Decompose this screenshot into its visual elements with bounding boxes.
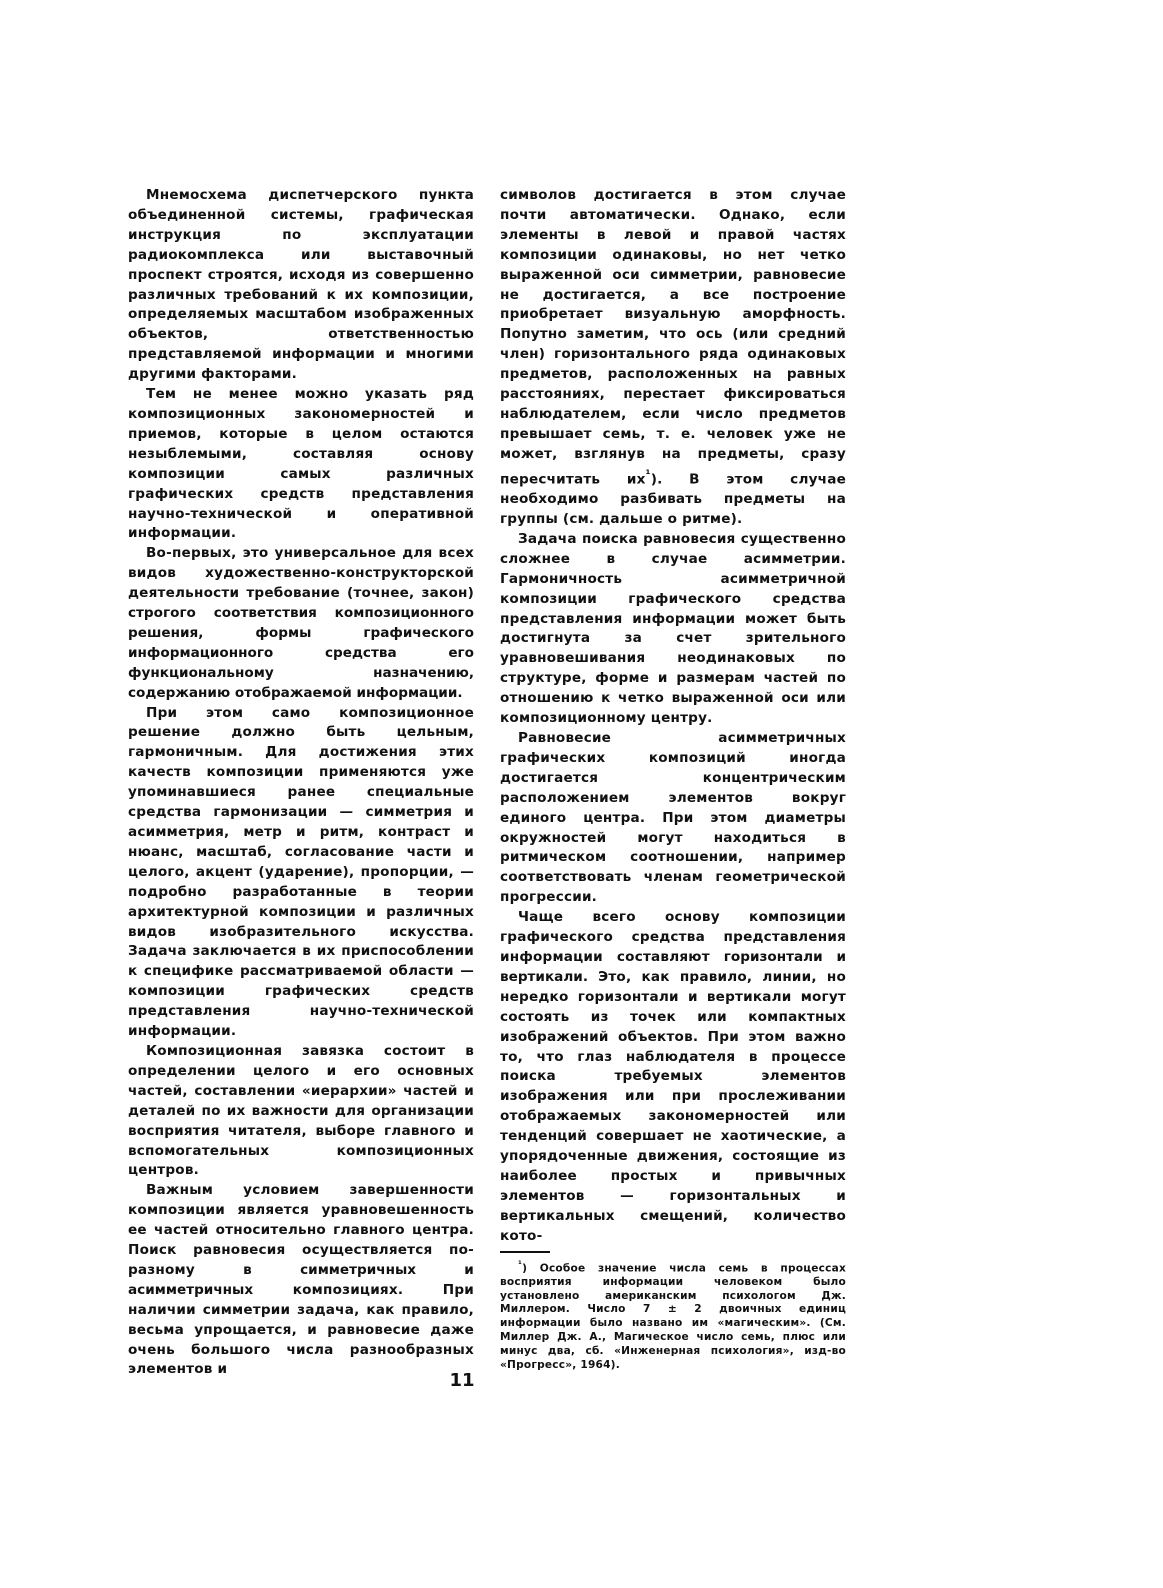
footnote-marker: ¹ bbox=[518, 1259, 523, 1270]
paragraph-text: композициях. При наличии симметрии задача, как правило, весьма упрощается, и равновесие даже очень большого числа разнообразных элементов и bbox=[128, 1281, 474, 1378]
paragraph-text: Во-первых, это универсальное для всех видов художественно-конструкторской деятельности требование (точнее, закон) bbox=[128, 545, 474, 602]
paragraph-text: Чаще всего основу композиции графического средства представления информации составляют bbox=[500, 909, 846, 965]
paragraph: Мнемосхема диспетчерского пункта объединенной системы, графическая инструкция по эксплуатации радиокомплекса или выставочный проспект строятся, исходя из совершенно различных требований к их композиции, определяемых масштабом изображенных объектов, ответственностью представляемой информации и многими другими факторами. bbox=[128, 187, 474, 383]
paragraph bbox=[500, 908, 846, 1246]
paragraph-text: ). В этом случае необходимо разбивать предметы на группы (см. дальше о ритме). bbox=[500, 471, 846, 528]
footnote-reference: ¹ bbox=[645, 466, 651, 481]
paragraph: Тем не менее можно указать ряд композиционных закономерностей и приемов, которые в целом остаются незыблемыми, составляя основу композиции самых различных графических средств представления научно-технической и оперативной информации. bbox=[128, 386, 474, 542]
left-column bbox=[128, 186, 474, 1380]
page-number: 11 bbox=[449, 1370, 475, 1391]
emphasized-text: строгого соответствия композиционного решения, формы графического информационного средства его функциональному назначению, содержанию отображаемой информации. bbox=[128, 605, 474, 701]
paragraph: Задача поиска равновесия существенно сложнее в случае асимметрии. Гармоничность асимметричной композиции графического средства представления информации может быть достигнута за счет зрительного уравновешивания неодинаковых по структуре, форме и размерам частей по отношению к четко выраженной оси или композиционному центру. bbox=[500, 530, 846, 727]
emphasized-text: асимметричных bbox=[128, 1281, 254, 1298]
paragraph bbox=[128, 1181, 474, 1380]
paragraph bbox=[128, 544, 474, 703]
paragraph: Композиционная завязка состоит в определении целого и его основных частей, составлении «иерархии» частей и деталей по их важности для организации восприятия читателя, выборе главного и вспомогательных композиционных центров. bbox=[128, 1042, 474, 1179]
emphasized-text: горизонтали и вертикали. bbox=[500, 948, 846, 985]
paragraph bbox=[500, 186, 846, 530]
paragraph-text: и bbox=[416, 1261, 474, 1278]
paragraph: Равновесие асимметричных графических композиций иногда достигается концентрическим расположением элементов вокруг единого центра. При этом диаметры окружностей могут находиться в ритмическом соотношении, например соответствовать членам геометрической прогрессии. bbox=[500, 730, 846, 906]
paragraph-text: Это, как правило, линии, но нередко горизонтали и вертикали могут состоять из точек или компактных изображений объектов. При этом важно то, что глаз наблюдателя в процессе поиска требуемых элементов изображения или при прослеживании отображаемых закономерностей или тенденций совершает не хаотические, а упорядоченные движения, состоящие из наиболее простых и привычных элементов — горизонтальных и вертикальных смещений, количество кото- bbox=[500, 968, 846, 1244]
footnote-text: ) Особое значение числа семь в процессах восприятия информации человеком было установлено американским психологом Дж. Миллером. Число 7 ± 2 двоичных единиц информации было названо им «магическим». (См. Миллер Дж. А., Магическое число семь, плюс или минус два, сб. «Инженерная психология», изд-во «Прогресс», 1964). bbox=[500, 1262, 846, 1371]
paragraph: При этом само композиционное решение должно быть цельным, гармоничным. Для достижения этих качеств композиции применяются уже упоминавшиеся ранее специальные средства гармонизации — симметрия и асимметрия, метр и ритм, контраст и нюанс, масштаб, согласование части и целого, акцент (ударение), пропорции, — подробно разработанные в теории архитектурной композиции и различных видов изобразительного искусства. Задача заключается в их приспособлении к специфике рассматриваемой области — композиции графических средств представления научно-технической информации. bbox=[128, 704, 474, 1040]
paragraph-text: Важным условием завершенности композиции является уравновешенность ее частей относительно главного центра. Поиск равновесия осуществляется по-разному в bbox=[128, 1182, 474, 1278]
emphasized-text: симметричных bbox=[300, 1261, 417, 1278]
footnote-separator bbox=[500, 1251, 550, 1253]
paragraph-text: символов достигается в этом случае почти автоматически. Однако, если элементы в левой и правой частях композиции одинаковы, но нет четко выраженной оси симметрии, равновесие не достигается, а все построение приобретает визуальную аморфность. Попутно заметим, что ось (или средний член) горизонтального ряда одинаковых предметов, расположенных на равных расстояниях, перестает фиксироваться наблюдателем, если число предметов превышает семь, т. е. человек уже не может, взглянув на предметы, сразу пересчитать их bbox=[500, 187, 846, 488]
footnote bbox=[500, 1259, 846, 1373]
right-column bbox=[500, 186, 846, 1372]
